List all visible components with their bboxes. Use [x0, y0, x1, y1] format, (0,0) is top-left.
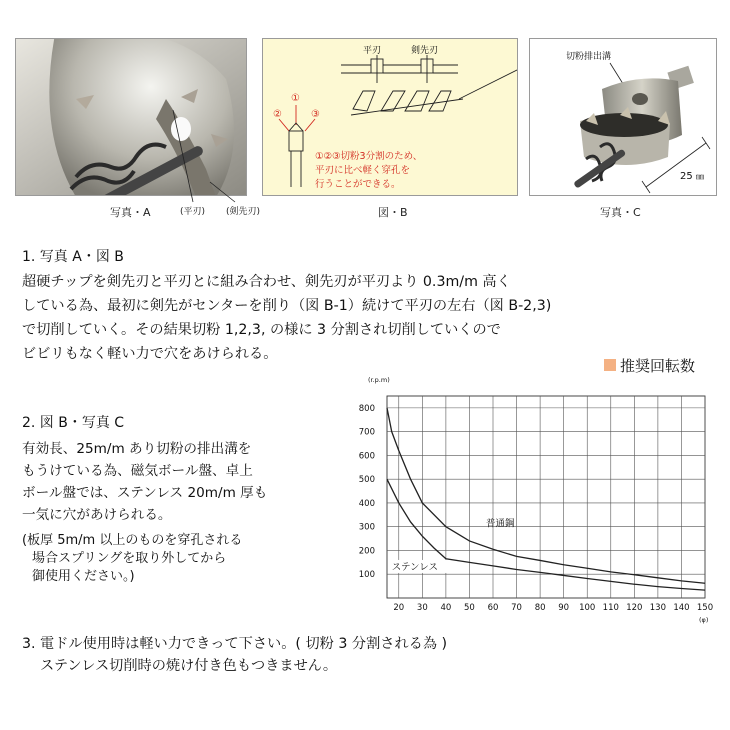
chart-x-tick-label: 90 [558, 603, 570, 613]
section-3-line-2: ステンレス切削時の焼け付き色もつきません。 [40, 658, 338, 674]
chart-x-tick-label: 130 [649, 603, 667, 613]
section-2-line-2: もうけている為、磁気ボール盤、卓上 [22, 463, 253, 479]
fig-b-sword-label: 剣先刃 [411, 46, 439, 56]
chart-x-tick-label: 100 [579, 603, 596, 613]
section-2-note-line-2: 場合スプリングを取り外してから [32, 551, 227, 566]
section-2-line-3: ボール盤では、ステンレス 20m/m 厚も [22, 485, 268, 501]
chart-x-tick-label: 70 [511, 603, 522, 613]
figure-b-caption: 図・B [378, 206, 408, 219]
chart-x-tick-label: 80 [534, 603, 546, 613]
chart-y-tick-label: 300 [358, 522, 375, 533]
section-3-line-1: 3. 電ドル使用時は軽い力できって下さい。( 切粉 3 分割される為 ) [22, 636, 448, 652]
photo-c-length-value: 25 [680, 171, 693, 182]
chart-x-tick-label: 50 [464, 603, 475, 613]
chart-x-tick-label: 40 [440, 603, 452, 613]
photo-c-groove-label: 切粉排出溝 [566, 52, 612, 62]
fig-b-note-line-2: 平刃に比べ軽く穿孔を [315, 165, 411, 176]
section-2-line-1: 有効長、25m/m あり切粉の排出溝を [22, 441, 252, 457]
chart-y-tick-label: 600 [358, 451, 375, 462]
section-1-line-3: で切削していく。その結果切粉 1,2,3, の様に 3 分割され切削していくので [22, 322, 501, 338]
chart-y-tick-label: 700 [358, 427, 375, 438]
section-1-line-4: ビビリもなく軽い力で穴をあけられる。 [22, 346, 278, 362]
cutting-edge-diagram [263, 39, 518, 196]
chart-series-label-0: 普通鋼 [485, 518, 515, 530]
section-2-line-4: 一気に穴があけられる。 [22, 507, 172, 523]
section-2-note-line-3: 御使用ください。) [32, 569, 135, 584]
photo-a-sword-label: (剣先刃) [226, 207, 261, 217]
chart-y-tick-label: 800 [358, 403, 375, 414]
chart-x-tick-label: 140 [673, 603, 690, 613]
fig-b-num-1: ① [291, 93, 300, 104]
chart-x-tick-label: 120 [626, 603, 643, 613]
section-1-line-2: している為、最初に剣先がセンターを削り（図 B-1）続けて平刃の左右（図 B-2,3) [22, 298, 552, 314]
chart-x-tick-label: 110 [602, 603, 619, 613]
photo-c-length-unit: ㎜ [696, 172, 704, 181]
chart-series-line-1 [387, 479, 705, 590]
photo-a-callout-lines [165, 110, 245, 210]
tooth-outline [341, 55, 463, 115]
chart-x-tick-label: 150 [696, 603, 714, 613]
photo-a-caption: 写真・A [110, 206, 151, 219]
section-2-note-line-1: (板厚 5m/m 以上のものを穿孔される [22, 533, 243, 548]
chart-x-tick-label: 20 [393, 603, 405, 613]
photo-a-flat-label: (平刃) [180, 207, 206, 217]
hole-saw-side-image [530, 39, 717, 196]
section-1-line-1: 超硬チップを剣先刃と平刃とに組み合わせ、剣先刃が平刃より 0.3m/m 高く [22, 274, 511, 290]
chart-y-axis-label: (r.p.m) [368, 376, 390, 384]
chart-x-tick-label: 30 [416, 603, 428, 613]
photo-c [529, 38, 717, 196]
chart-title: 推奨回転数 [620, 357, 696, 375]
fig-b-note-line-1: ①②③切粉3分割のため、 [315, 151, 423, 162]
drill-tip-drawing [279, 105, 315, 131]
chart-y-tick-label: 500 [358, 475, 375, 486]
chart-series-line-0 [387, 408, 705, 583]
fig-b-flat-label: 平刃 [363, 46, 382, 56]
chart-series-label-1: ステンレス [391, 561, 439, 573]
figure-b [262, 38, 518, 196]
chart-x-tick-label: 60 [487, 603, 499, 613]
fig-b-num-2: ② [273, 109, 282, 120]
rpm-chart [340, 370, 725, 632]
chart-x-axis-label: (φ) [699, 616, 709, 624]
fig-b-note-line-3: 行うことができる。 [315, 179, 401, 190]
photo-c-caption: 写真・C [600, 206, 641, 219]
chart-y-tick-label: 400 [358, 498, 375, 509]
section-1-heading: 1. 写真 A・図 B [22, 249, 124, 265]
fig-b-num-3: ③ [311, 109, 320, 120]
chart-y-tick-label: 200 [358, 546, 375, 557]
chart-y-tick-label: 100 [358, 570, 375, 581]
section-2-heading: 2. 図 B・写真 C [22, 415, 125, 431]
